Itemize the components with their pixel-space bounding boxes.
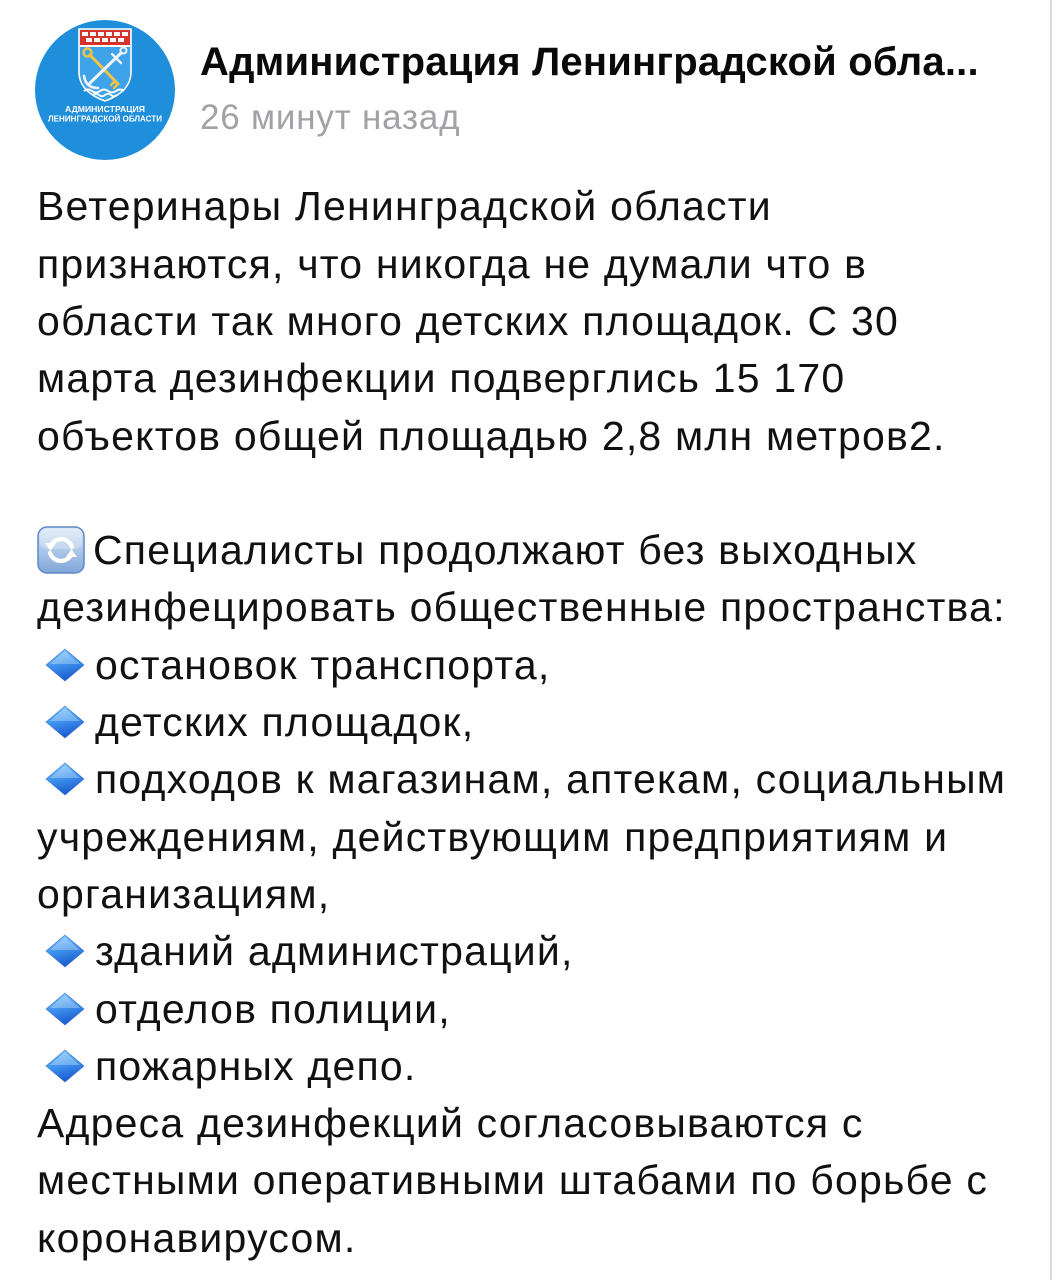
paragraph-spacer xyxy=(37,465,1037,522)
line-text: подходов к магазинам, аптекам, социальным xyxy=(95,756,1007,803)
small-blue-diamond-icon xyxy=(45,992,85,1026)
line-text: детских площадок, xyxy=(95,699,475,746)
post-text-line xyxy=(37,923,1037,980)
author-name[interactable]: Администрация Ленинградской обла... xyxy=(200,40,979,84)
line-text: объектов общей площадью 2,8 млн метров2. xyxy=(37,412,946,459)
line-text: коронавирусом. xyxy=(37,1214,357,1261)
counterclockwise-arrows-icon xyxy=(37,526,85,574)
post-text-line xyxy=(37,236,1037,293)
line-text: зданий администраций, xyxy=(95,928,574,975)
small-blue-diamond-icon xyxy=(45,762,85,796)
post-text-line xyxy=(37,579,1037,636)
post-body xyxy=(37,178,1037,1267)
bullet-list-item xyxy=(37,981,1037,1038)
line-text: марта дезинфекции подверглись 15 170 xyxy=(37,355,846,402)
post-text-line xyxy=(37,809,1037,866)
avatar-logo-text-line-1: АДМИНИСТРАЦИЯ xyxy=(65,104,145,114)
post-paragraph-1 xyxy=(37,178,1037,464)
line-text: дезинфецировать общественные пространства: xyxy=(37,584,1006,631)
post-text-line xyxy=(37,637,1037,694)
post-text-line xyxy=(37,293,1037,350)
post-text-line xyxy=(37,1038,1037,1095)
bullet-list-item xyxy=(37,1038,1037,1095)
bullet-list-item xyxy=(37,637,1037,694)
small-blue-diamond-icon xyxy=(45,705,85,739)
post-text-line xyxy=(37,751,1037,808)
line-text: отделов полиции, xyxy=(95,985,451,1032)
line-text: области так много детских площадок. С 30 xyxy=(37,297,899,344)
bullet-list-item xyxy=(37,694,1037,751)
line-text: Адреса дезинфекций согласовываются с xyxy=(37,1100,864,1147)
coat-of-arms-emblem xyxy=(79,29,131,101)
post-paragraph-2 xyxy=(37,522,1037,1267)
post-text-line xyxy=(37,694,1037,751)
line-text: местными оперативными штабами по борьбе с xyxy=(37,1157,989,1204)
small-blue-diamond-icon xyxy=(45,1049,85,1083)
post-text-line xyxy=(37,866,1037,923)
line-text: признаются, что никогда не думали что в xyxy=(37,240,868,287)
line-text: пожарных депо. xyxy=(95,1042,417,1089)
post-text-line xyxy=(37,408,1037,465)
post-text-line xyxy=(37,350,1037,407)
post-text-line xyxy=(37,1095,1037,1152)
post-text-line xyxy=(37,1152,1037,1209)
line-text: учреждениям, действующим предприятиям и xyxy=(37,813,949,860)
small-blue-diamond-icon xyxy=(45,648,85,682)
bullet-list-item xyxy=(37,751,1037,923)
line-text: остановок транспорта, xyxy=(95,641,551,688)
line-text: организациям, xyxy=(37,870,331,917)
post-text-line xyxy=(37,178,1037,235)
post-text-line xyxy=(37,1210,1037,1267)
small-blue-diamond-icon xyxy=(45,934,85,968)
author-avatar[interactable] xyxy=(35,20,175,160)
closing-text xyxy=(37,1095,1037,1267)
bullet-list xyxy=(37,637,1037,1095)
post-timestamp[interactable]: 26 минут назад xyxy=(200,98,461,137)
line-text: Ветеринары Ленинградской области xyxy=(37,183,772,230)
post-text-line xyxy=(37,522,1037,579)
line-text: Специалисты продолжают без выходных xyxy=(93,527,918,574)
bullet-list-item xyxy=(37,923,1037,980)
avatar-logo-text-line-2: ЛЕНИНГРАДСКОЙ ОБЛАСТИ xyxy=(48,113,169,124)
post-text-line xyxy=(37,981,1037,1038)
